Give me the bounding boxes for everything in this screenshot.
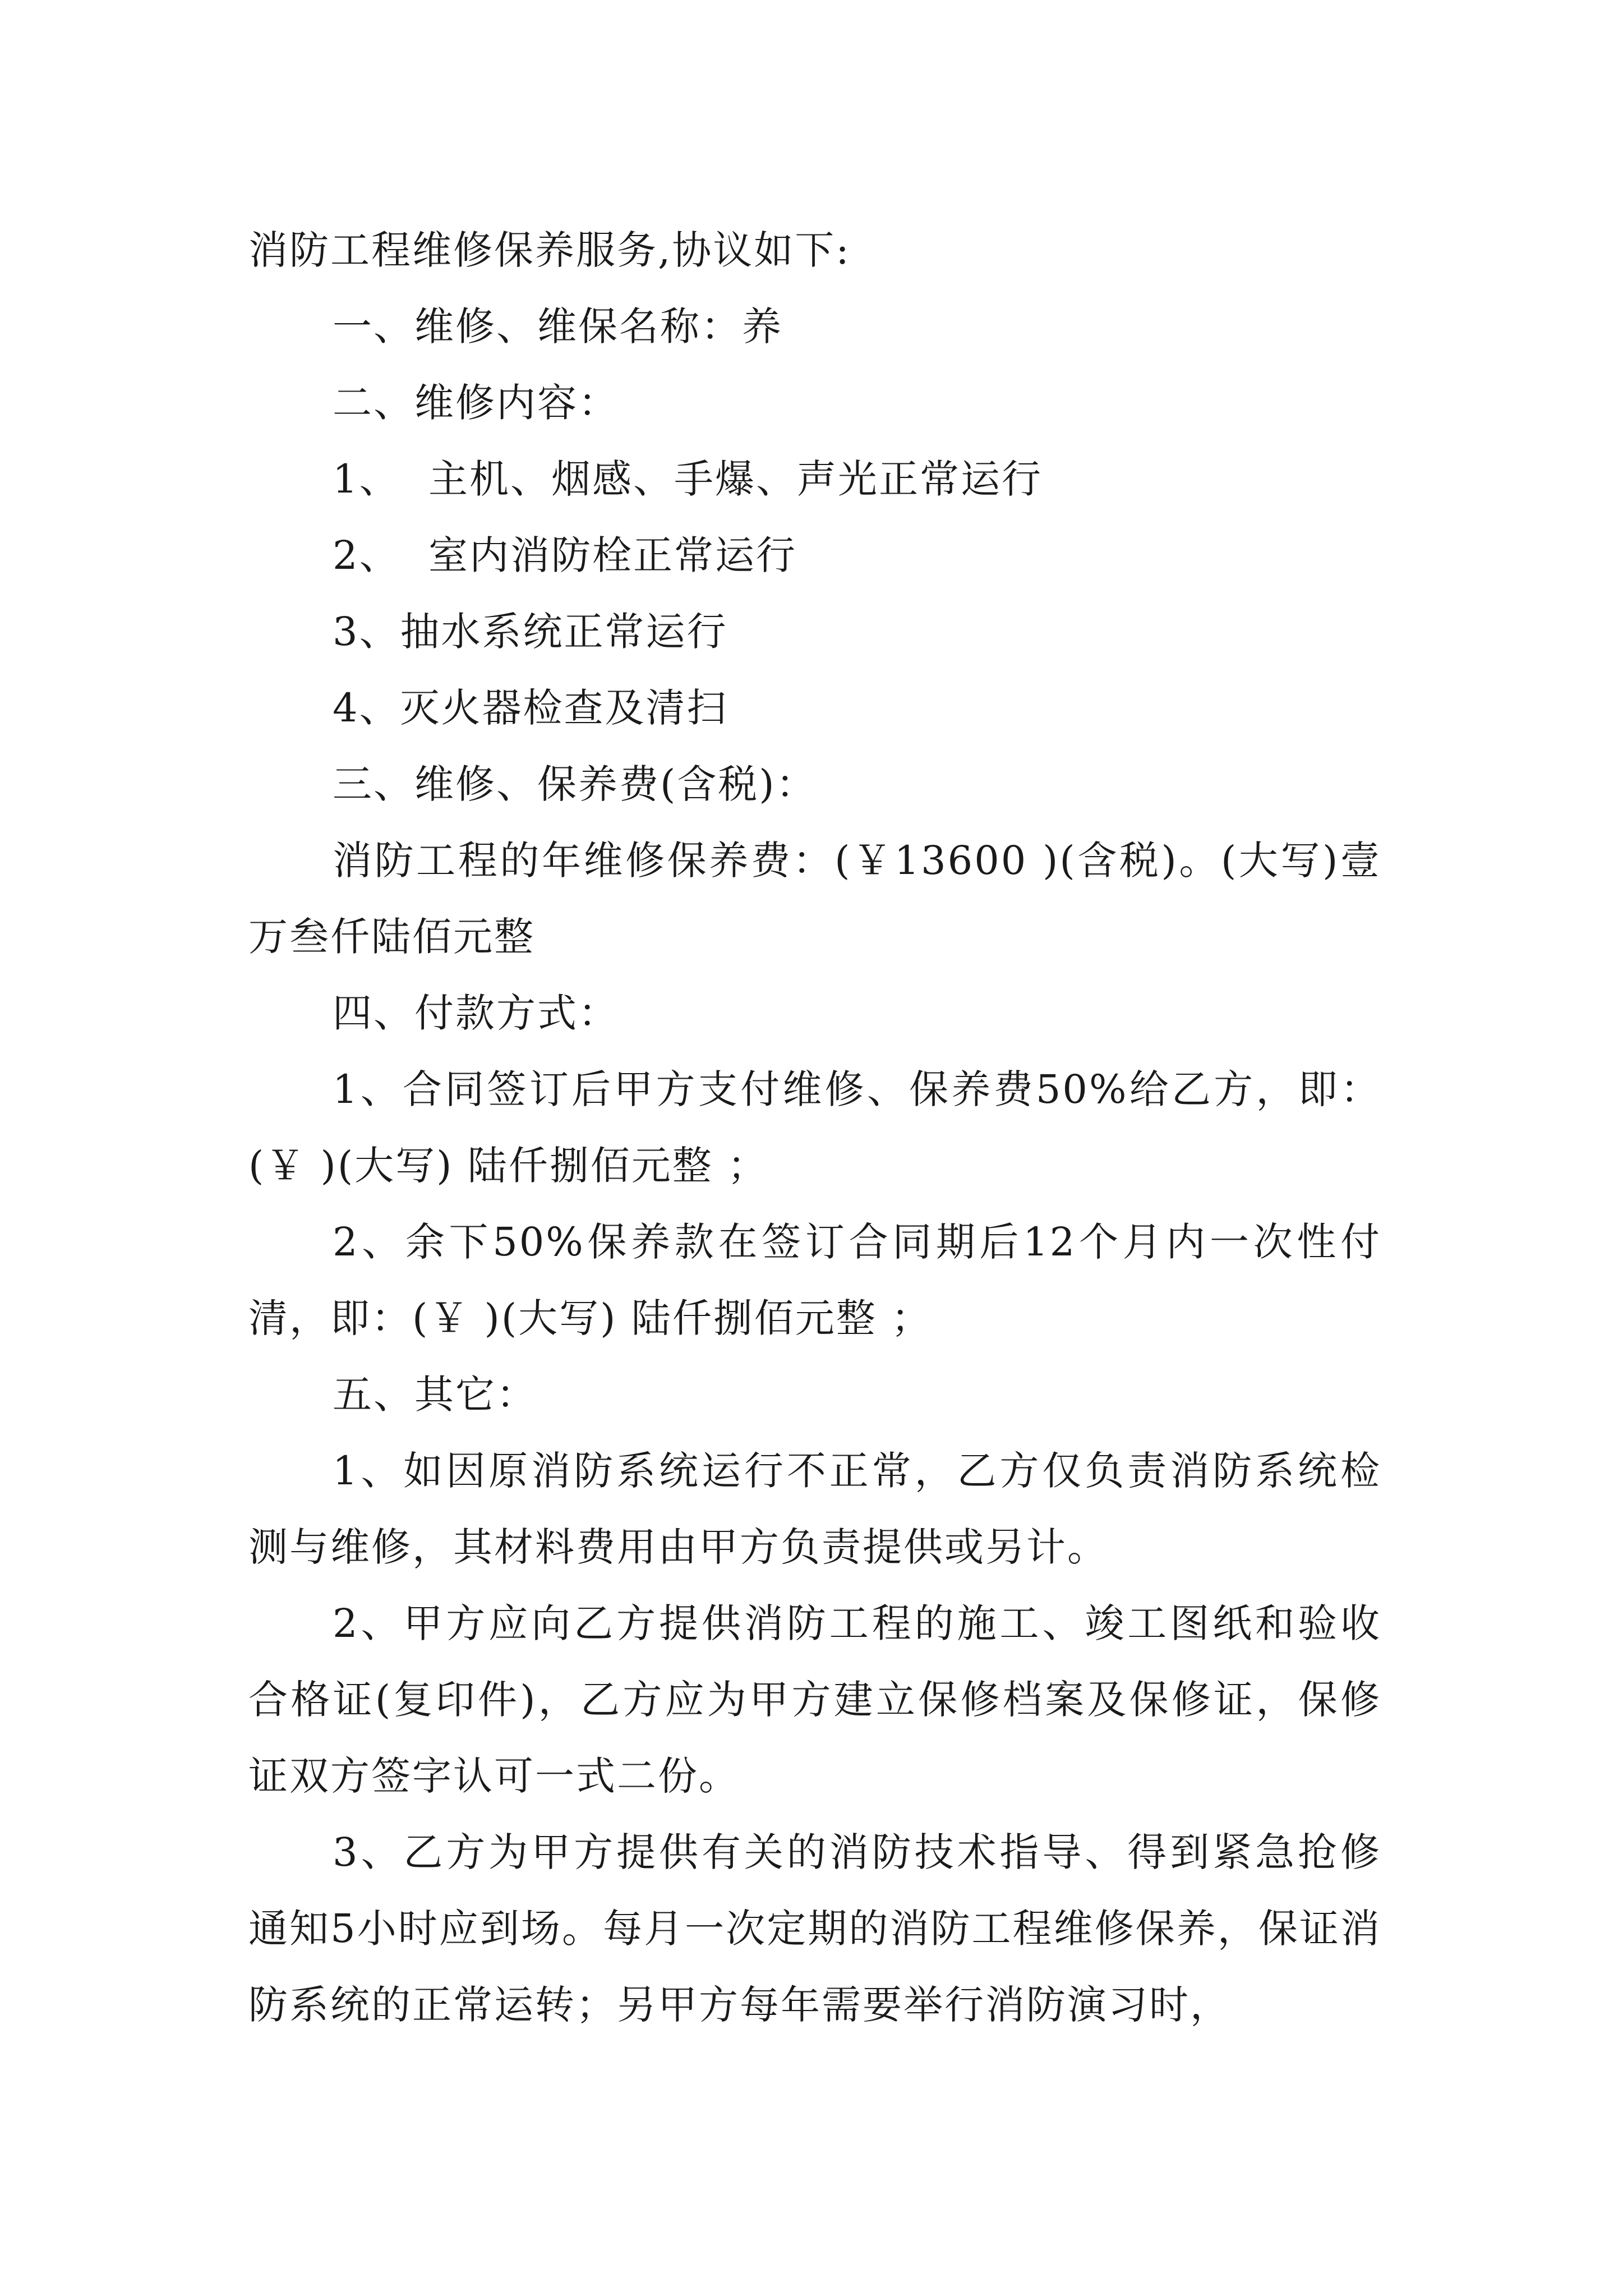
paragraph-item: 2、 室内消防栓正常运行 [333, 532, 797, 578]
paragraph-other-1: 1、如因原消防系统运行不正常，乙方仅负责消防系统检测与维修，其材料费用由甲方负责提供或另计。 [248, 1448, 1381, 1570]
paragraph-section-1-title: 一、维修、维保名称：养 [333, 303, 783, 349]
paragraph-payment-2: 2、余下50%保养款在签订合同期后12个月内一次性付清，即：(￥ )(大写) 陆仟捌佰元整 ； [248, 1219, 1381, 1341]
paragraph-section-3-title: 三、维修、保养费(含税)： [333, 761, 817, 807]
paragraph-other-2: 2、甲方应向乙方提供消防工程的施工、竣工图纸和验收合格证(复印件)，乙方应为甲方建立保修档案及保修证，保修证双方签字认可一式二份。 [248, 1600, 1381, 1799]
paragraph-payment-1: 1、合同签订后甲方支付维修、保养费50%给乙方，即：(￥ )(大写) 陆仟捌佰元整 ； [248, 1066, 1381, 1189]
paragraph-item: 4、灭火器检查及清扫 [333, 685, 728, 731]
paragraph-section-4-title: 四、付款方式： [333, 990, 619, 1036]
paragraph-item: 1、 主机、烟感、手爆、声光正常运行 [333, 456, 1043, 502]
paragraph-intro: 消防工程维修保养服务,协议如下: [248, 227, 851, 273]
paragraph-section-5-title: 五、其它： [333, 1372, 537, 1418]
paragraph-item: 3、抽水系统正常运行 [333, 609, 728, 655]
paragraph-other-3: 3、乙方为甲方提供有关的消防技术指导、得到紧急抢修通知5小时应到场。每月一次定期的消防工程维修保养，保证消防系统的正常运转；另甲方每年需要举行消防演习时， [248, 1829, 1381, 2028]
paragraph-section-2-title: 二、维修内容： [333, 380, 619, 426]
document-body [248, 212, 1381, 2043]
paragraph-fee: 消防工程的年维修保养费：(￥13600 )(含税)。(大写)壹万叁仟陆佰元整 [248, 838, 1381, 960]
